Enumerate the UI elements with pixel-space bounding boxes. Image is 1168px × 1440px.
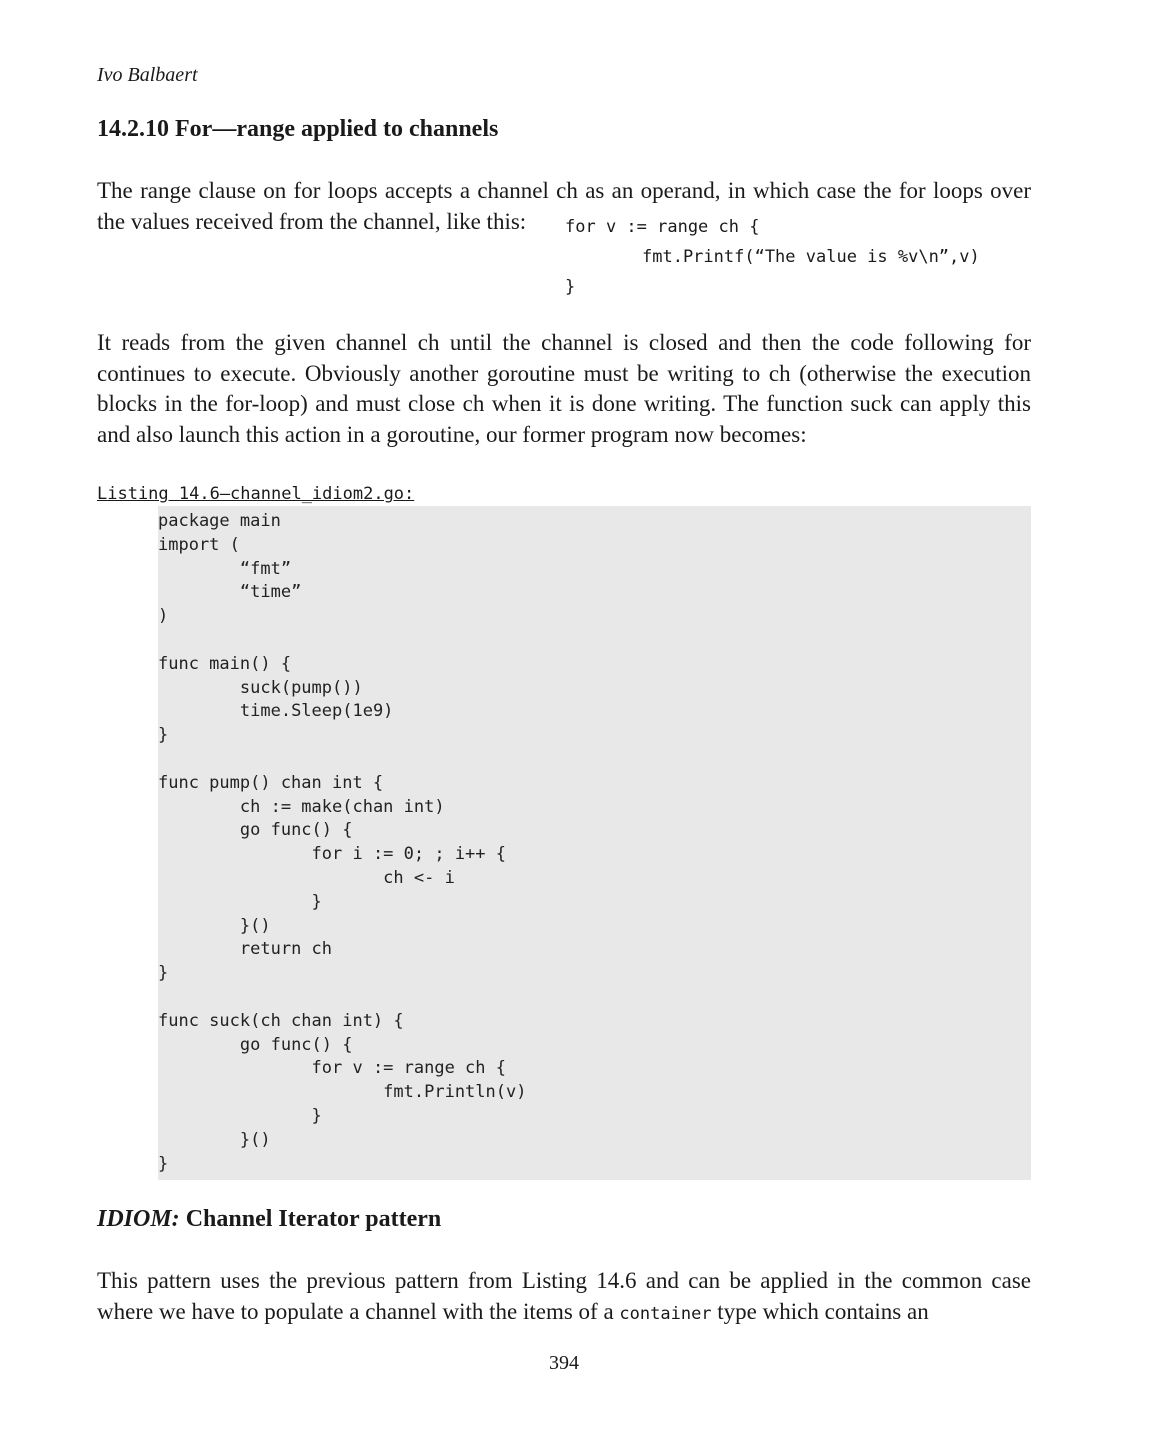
paragraph-range-clause: The range clause on for loops accepts a channel ch as an operand, in which case the for loops over the values received from the channel, like this: bbox=[97, 178, 1031, 234]
listing-caption: Listing 14.6—channel_idiom2.go: bbox=[97, 484, 415, 504]
paragraph-text: type which contains an bbox=[711, 1298, 929, 1324]
paragraph-iterator-pattern bbox=[97, 1266, 1031, 1329]
snippet-line: } bbox=[565, 277, 576, 297]
code-listing: package main import ( “fmt” “time” ) func main() { suck(pump()) time.Sleep(1e9) } func pump() chan int { ch := make(chan int) go func() { for i := 0; ; i++ { ch <- i } }() return ch } func suck(ch chan int) { go func() { for v := range ch { fmt.Println(v) } }() } bbox=[158, 511, 527, 1174]
idiom-label: IDIOM: bbox=[97, 1206, 180, 1232]
idiom-title: Channel Iterator pattern bbox=[185, 1206, 442, 1232]
section-title: 14.2.10 For—range applied to channels bbox=[97, 116, 499, 142]
snippet-line: for v := range ch { bbox=[565, 217, 760, 237]
snippet-line: fmt.Printf(“The value is %v\n”,v) bbox=[642, 247, 980, 267]
paragraph-text: This pattern uses the previous pattern from Listing 14.6 and can be applied in the common case where we have to populate a channel with the items of a bbox=[97, 1268, 1031, 1324]
inline-code-snippet bbox=[565, 212, 980, 302]
running-header-author: Ivo Balbaert bbox=[97, 64, 198, 86]
inline-code: container bbox=[619, 1303, 712, 1324]
paragraph-reads-channel: It reads from the given channel ch until the channel is closed and then the code following for continues to execute. Obviously another goroutine must be writing to ch (otherwise the execution blocks in the for-loop) and must close ch when it is done writing. The function suck can apply this and also launch this action in a goroutine, our former program now becomes: bbox=[97, 330, 1031, 447]
page-number: 394 bbox=[549, 1352, 579, 1374]
idiom-heading bbox=[97, 1206, 441, 1233]
